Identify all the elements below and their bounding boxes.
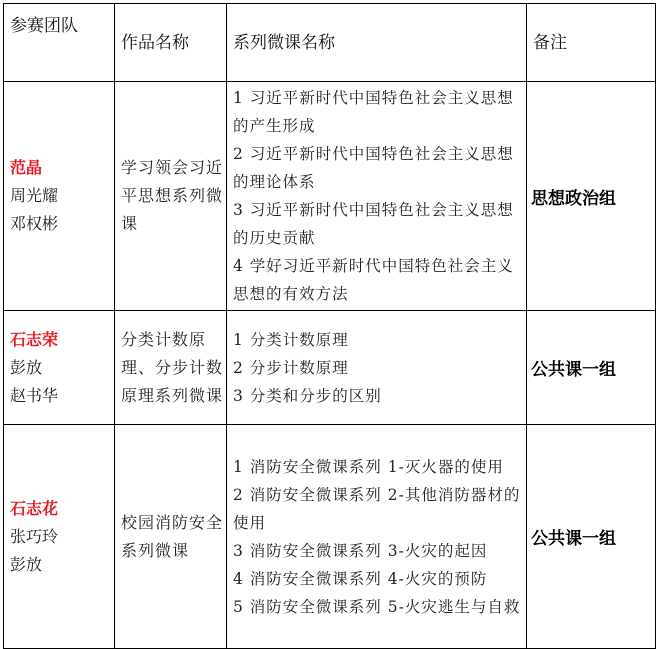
competition-table [3, 3, 656, 649]
table-row [4, 425, 656, 649]
team-cell [4, 311, 115, 425]
lesson-item: 4 学好习近平新时代中国特色社会主义思想的有效方法 [233, 257, 514, 303]
lesson-item: 2 消防安全微课系列 2-其他消防器材的使用 [233, 485, 521, 532]
lesson-item: 1 习近平新时代中国特色社会主义思想的产生形成 [233, 89, 514, 135]
team-leader: 范晶 [10, 158, 43, 177]
header-team: 参赛团队 [4, 4, 115, 82]
lesson-item: 3 分类和分步的区别 [233, 386, 382, 405]
header-row [4, 4, 656, 82]
lessons-cell [227, 311, 527, 425]
note-cell: 公共课一组 [527, 425, 656, 649]
lessons-cell [227, 425, 527, 649]
team-member: 张巧玲 [10, 526, 59, 546]
team-cell [4, 82, 115, 311]
team-cell [4, 425, 115, 649]
header-work: 作品名称 [115, 4, 227, 82]
team-member: 周光耀 [10, 186, 59, 205]
work-title: 分类计数原理、分步计数原理系列微课 [115, 311, 227, 425]
lesson-item: 4 消防安全微课系列 4-火灾的预防 [233, 569, 488, 588]
lesson-item: 5 消防安全微课系列 5-火灾逃生与自救 [233, 597, 521, 616]
note-cell: 思想政治组 [527, 82, 656, 311]
team-leader: 石志花 [10, 498, 59, 518]
work-title: 校园消防安全系列微课 [115, 425, 227, 649]
team-member: 彭放 [10, 554, 43, 574]
team-member: 彭放 [10, 357, 43, 377]
lesson-item: 2 习近平新时代中国特色社会主义思想的理论体系 [233, 145, 514, 191]
table-row [4, 82, 656, 311]
header-note: 备注 [527, 4, 656, 82]
lesson-item: 1 分类计数原理 [233, 330, 349, 349]
lessons-cell [227, 82, 527, 311]
lesson-item: 3 消防安全微课系列 3-火灾的起因 [233, 541, 488, 560]
note-cell: 公共课一组 [527, 311, 656, 425]
lesson-item: 3 习近平新时代中国特色社会主义思想的历史贡献 [233, 201, 514, 247]
work-title: 学习领会习近平思想系列微课 [115, 82, 227, 311]
team-member: 赵书华 [10, 385, 59, 405]
lesson-item: 2 分步计数原理 [233, 358, 349, 377]
lesson-item: 1 消防安全微课系列 1-灭火器的使用 [233, 457, 504, 476]
table-row [4, 311, 656, 425]
header-lessons: 系列微课名称 [227, 4, 527, 82]
team-leader: 石志荣 [10, 329, 59, 349]
team-member: 邓权彬 [10, 214, 59, 233]
